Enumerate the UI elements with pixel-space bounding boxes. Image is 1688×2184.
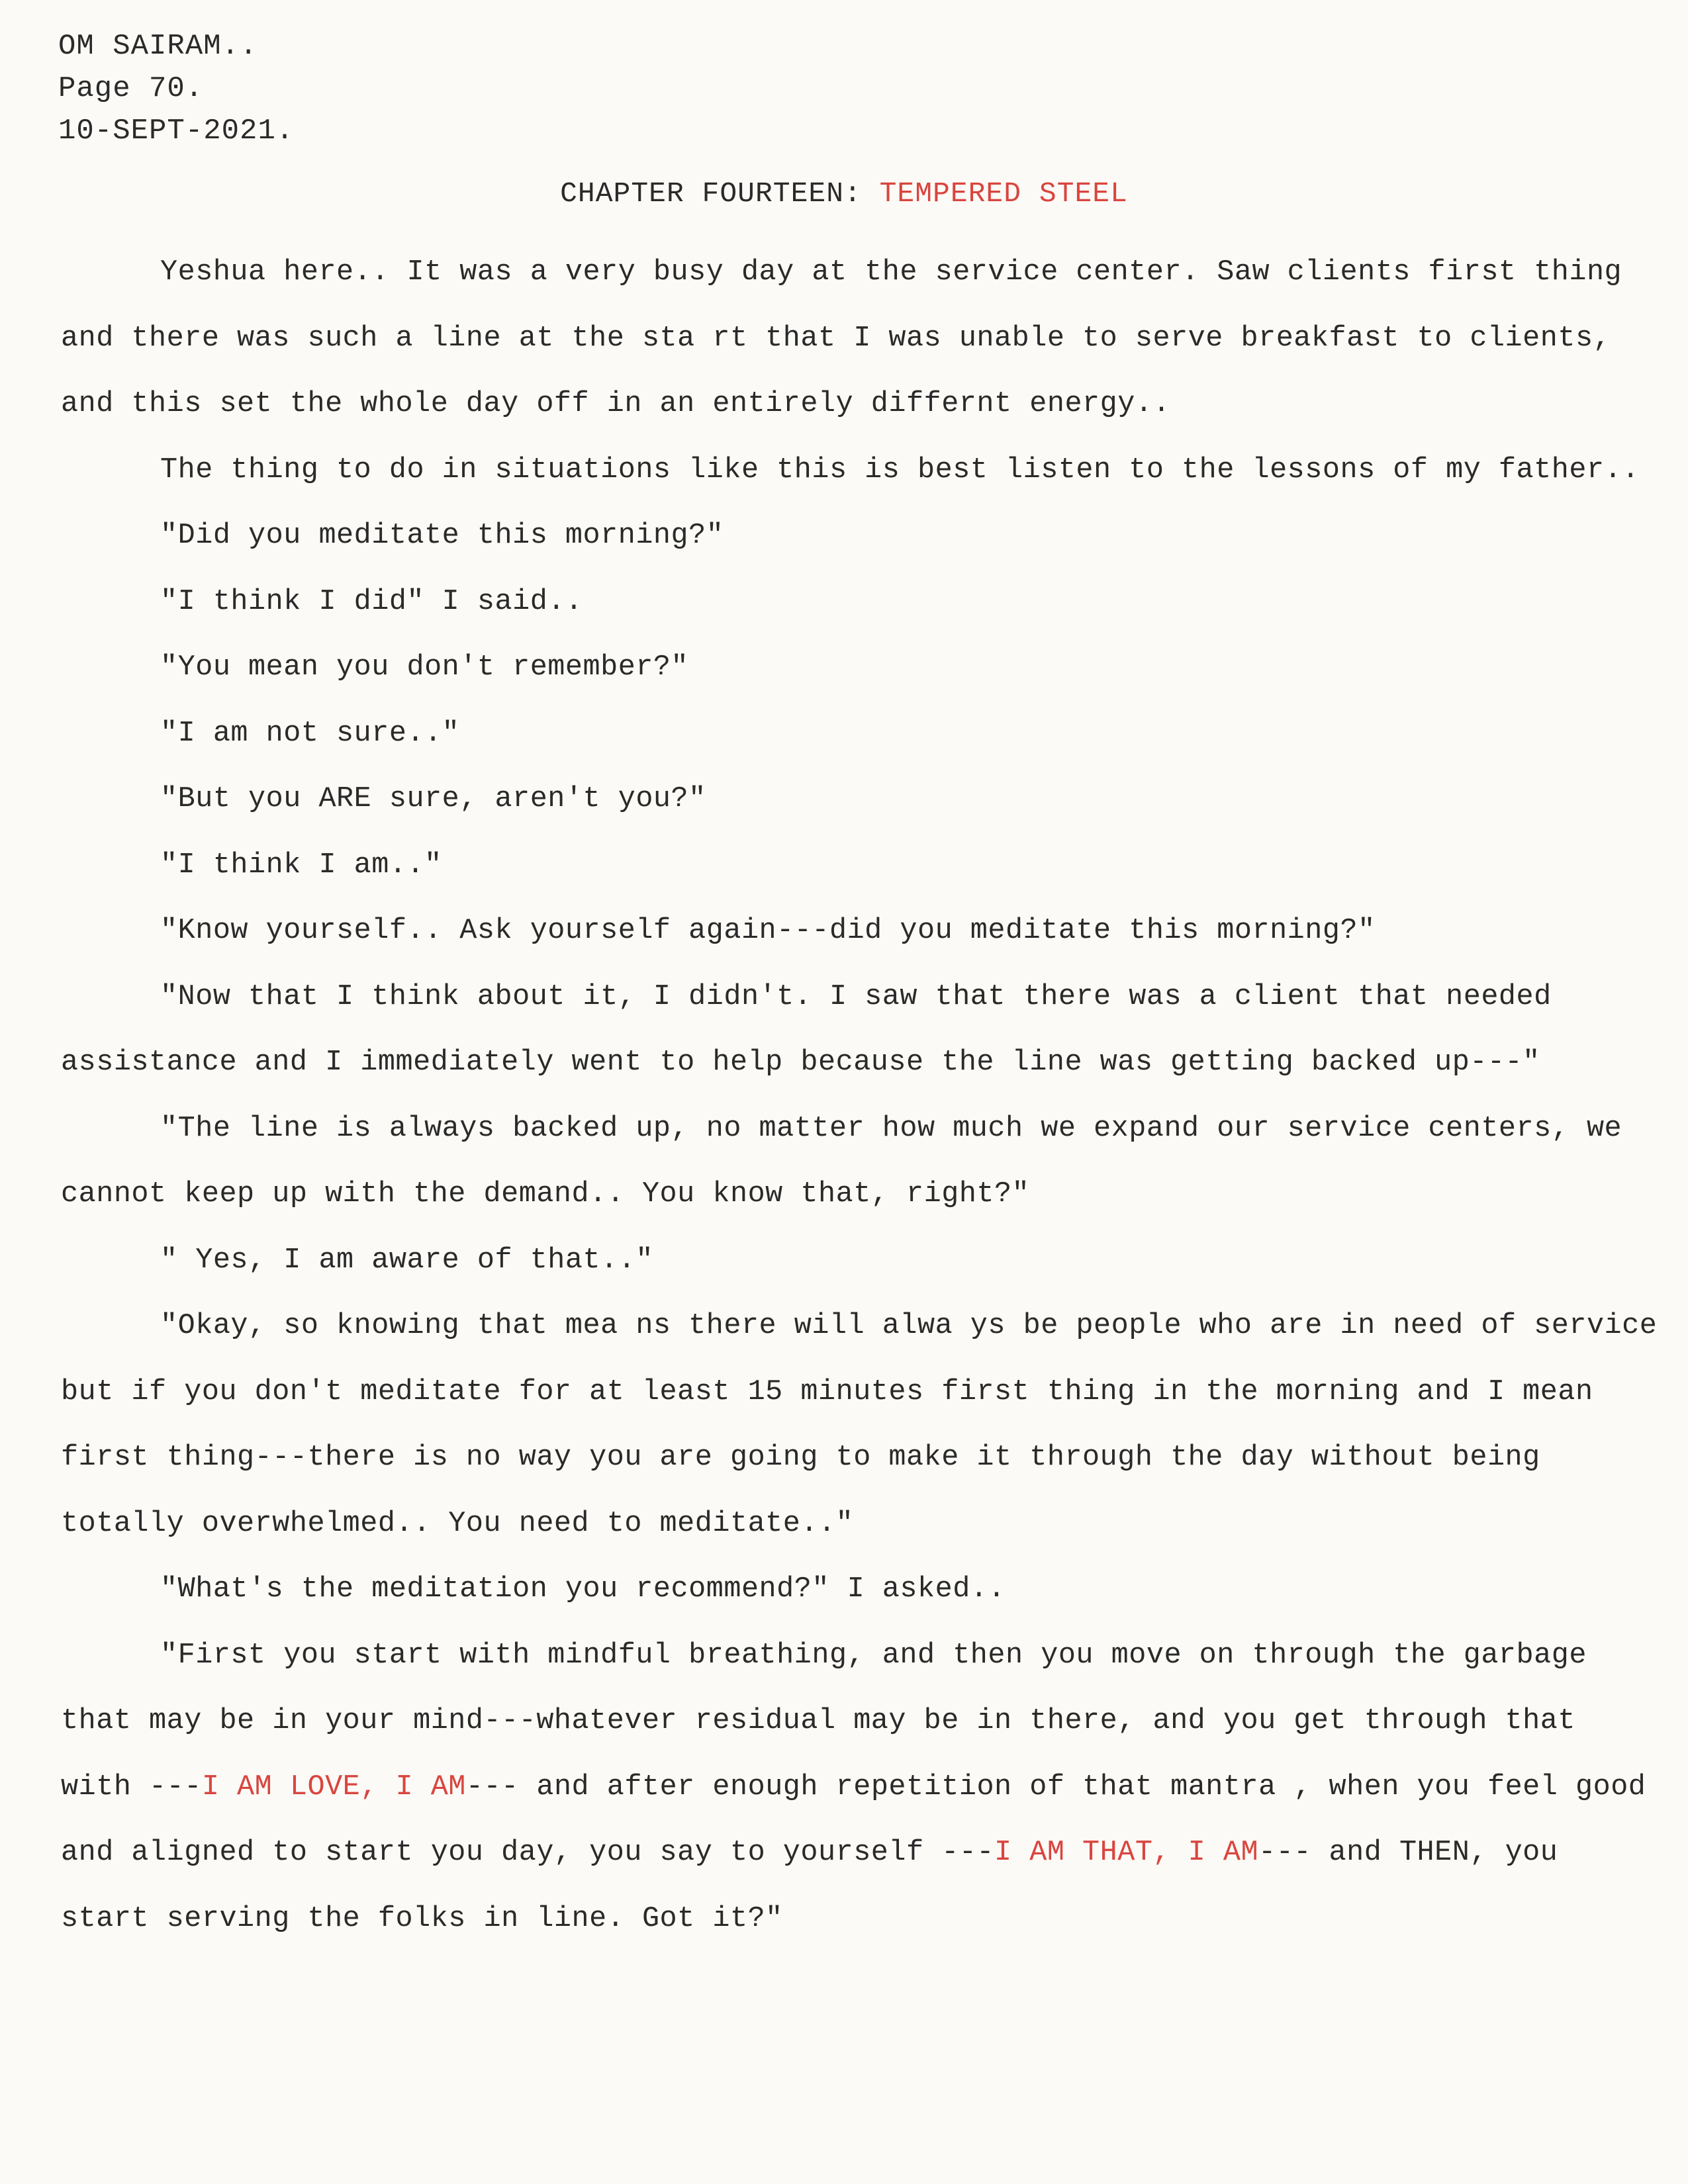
- mantra-love: I AM LOVE, I AM: [201, 1770, 466, 1803]
- document-body: [61, 240, 1663, 1952]
- dialogue-line: " Yes, I am aware of that..": [160, 1244, 653, 1277]
- dialogue-line: "I am not sure..": [160, 717, 460, 750]
- page-date: 10-SEPT-2021.: [58, 114, 295, 148]
- paragraph: The thing to do in situations like this is best listen to the lessons of my father..: [160, 453, 1640, 486]
- page-header: [58, 25, 294, 152]
- chapter-title-highlight: TEMPERED STEEL: [879, 177, 1128, 210]
- dialogue-line: "Know yourself.. Ask yourself again---did you meditate this morning?": [160, 915, 1376, 947]
- header-salutation: OM SAIRAM..: [58, 30, 258, 63]
- dialogue-line: "I think I am..": [160, 848, 442, 882]
- paragraph: Yeshua here.. It was a very busy day at the service center. Saw clients first thing and there was such a line at the sta rt that I was unable to serve breakfast to clients, and this set the whole day off in an entirely differnt energy..: [61, 256, 1622, 420]
- mantra-that: I AM THAT, I AM: [994, 1837, 1259, 1869]
- dialogue-line: "What's the meditation you recommend?" I asked..: [160, 1573, 1006, 1606]
- dialogue-line: "I think I did" I said..: [160, 585, 583, 618]
- dialogue-line: "Okay, so knowing that mea ns there will alwa ys be people who are in need of service but if you don't meditate for at least 15 minutes first thing in the morning and I mean first thing---there is no way you are going to make it through the day without being totally overwhelmed.. You need to meditate..": [61, 1310, 1658, 1540]
- dialogue-line: "Did you meditate this morning?": [160, 520, 724, 552]
- dialogue-line: "You mean you don't remember?": [160, 651, 689, 684]
- final-paragraph: [61, 1623, 1663, 1952]
- page-number: Page 70.: [58, 72, 204, 105]
- final-text-part1: "First you start with mindful breathing, and then you move on through the garbage that may be in your mind---whatever residual may be in there, and you get through that with ---: [61, 1639, 1587, 1803]
- final-text-part3: --- and THEN, you start serving the folks in line. Got it?": [61, 1837, 1558, 1935]
- dialogue-line: "The line is always backed up, no matter how much we expand our service centers, we cannot keep up with the demand.. You know that, right?": [61, 1112, 1622, 1210]
- chapter-title-prefix: CHAPTER FOURTEEN:: [560, 177, 880, 210]
- dialogue-line: "But you ARE sure, aren't you?": [160, 783, 706, 815]
- dialogue-line: "Now that I think about it, I didn't. I saw that there was a client that needed assistance and I immediately went to help because the line was getting backed up---": [61, 980, 1552, 1079]
- chapter-title: [0, 177, 1688, 210]
- final-text-part2: --- and after enough repetition of that mantra , when you feel good and aligned to start you day, you say to yourself ---: [61, 1770, 1646, 1869]
